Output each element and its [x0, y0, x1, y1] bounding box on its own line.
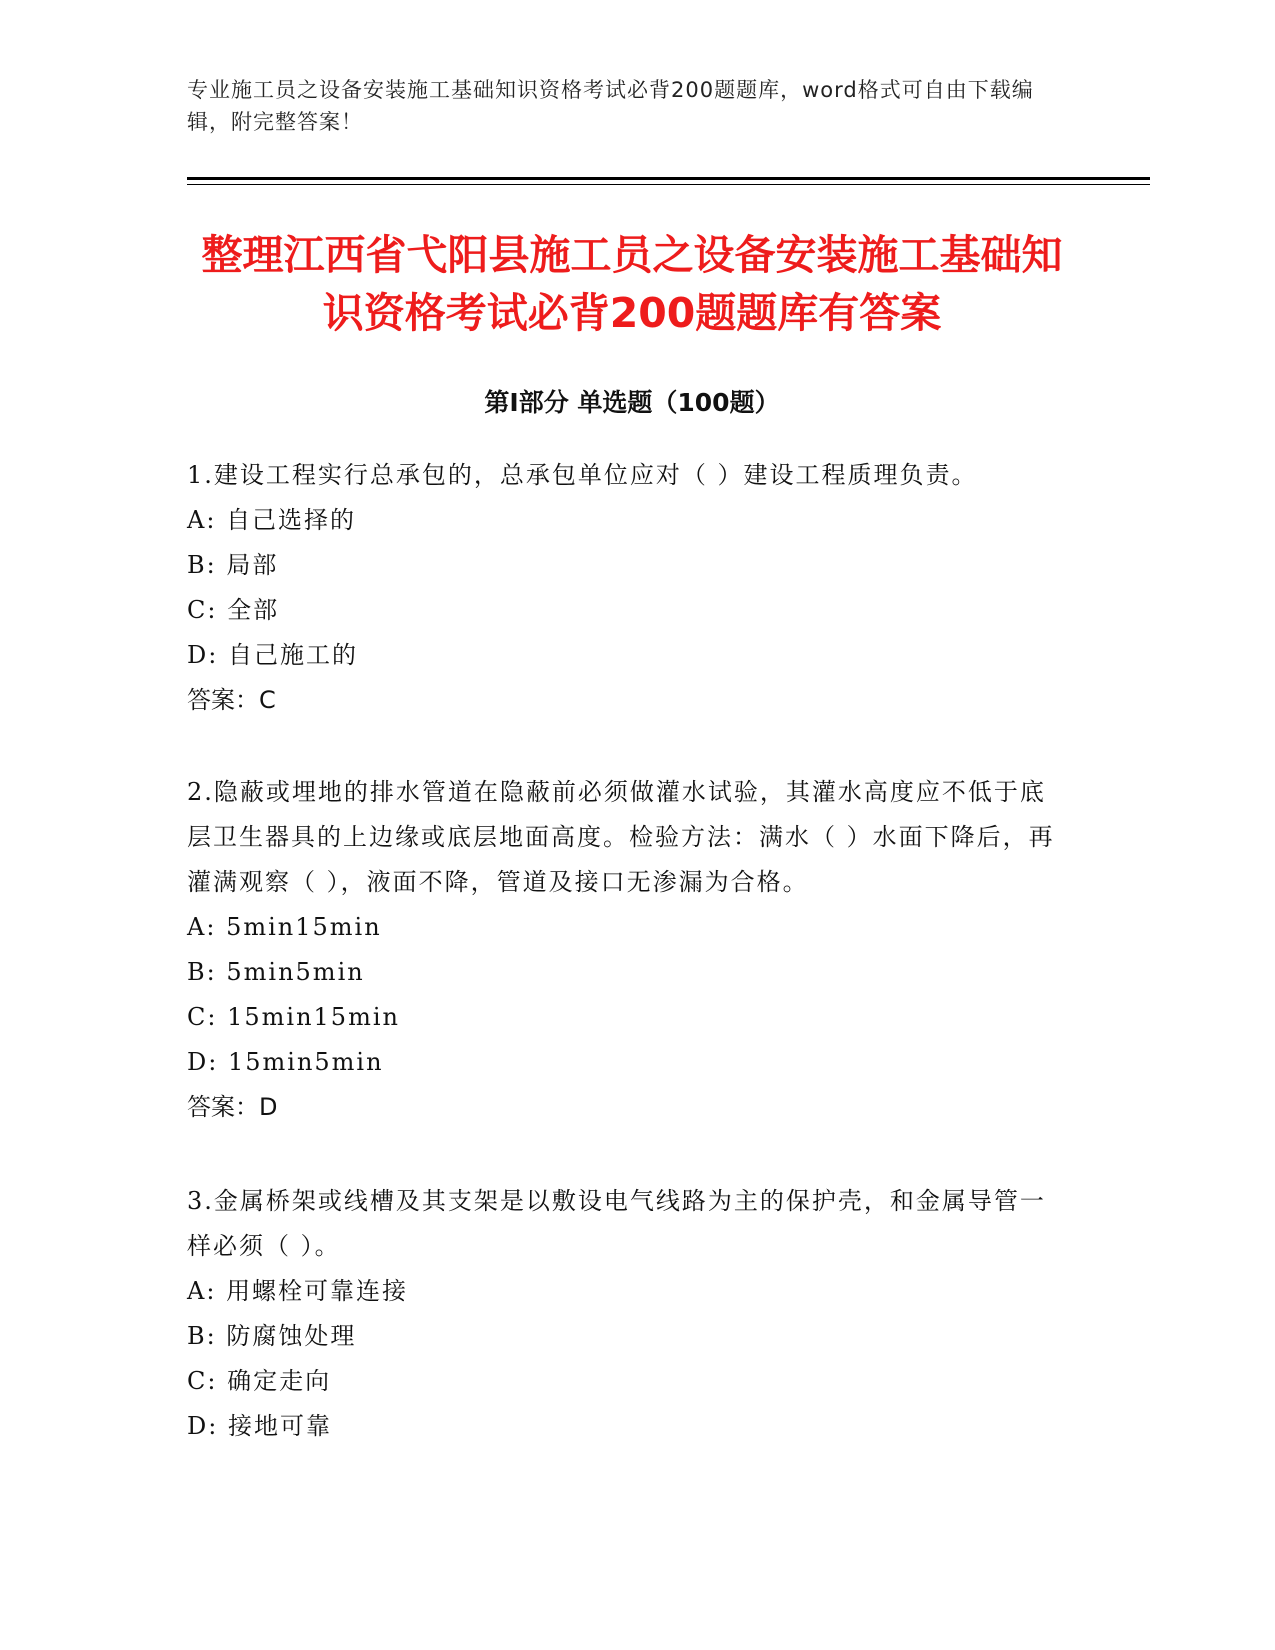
option-b	[187, 950, 1067, 995]
option-text: 5min5min	[226, 958, 365, 986]
option-letter: B:	[187, 958, 217, 986]
option-letter: D:	[187, 1048, 219, 1076]
option-letter: A:	[187, 913, 217, 941]
option-a	[187, 1269, 1067, 1314]
option-letter: B:	[187, 1322, 217, 1350]
question-3	[187, 1179, 1067, 1449]
option-text: 防腐蚀处理	[226, 1322, 357, 1350]
option-text: 15min15min	[227, 1003, 400, 1031]
option-a	[187, 498, 1067, 543]
header-rule-thick	[187, 177, 1150, 180]
header-note: 专业施工员之设备安装施工基础知识资格考试必背200题题库，word格式可自由下载编辑，附完整答案！	[187, 78, 1034, 134]
option-letter: C:	[187, 1367, 218, 1395]
option-letter: C:	[187, 596, 218, 624]
option-letter: C:	[187, 1003, 218, 1031]
option-b	[187, 1314, 1067, 1359]
question-stem: 3.金属桥架或线槽及其支架是以敷设电气线路为主的保护壳，和金属导管一样必须（ ）。	[187, 1187, 1046, 1260]
option-letter: B:	[187, 551, 217, 579]
option-text: 全部	[227, 596, 280, 624]
option-c	[187, 1359, 1067, 1404]
option-b	[187, 543, 1067, 588]
option-letter: A:	[187, 1277, 217, 1305]
option-text: 自己选择的	[226, 506, 357, 534]
document-title: 整理江西省弋阳县施工员之设备安装施工基础知识资格考试必背200题题库有答案	[201, 231, 1063, 337]
option-d	[187, 633, 1067, 678]
option-letter: D:	[187, 1412, 219, 1440]
option-a	[187, 905, 1067, 950]
option-c	[187, 995, 1067, 1040]
option-text: 15min5min	[227, 1048, 384, 1076]
option-d	[187, 1040, 1067, 1085]
answer-line: 答案：D	[187, 1093, 278, 1121]
option-letter: D:	[187, 641, 219, 669]
option-c	[187, 588, 1067, 633]
option-text: 接地可靠	[227, 1412, 332, 1440]
question-stem: 2.隐蔽或埋地的排水管道在隐蔽前必须做灌水试验，其灌水高度应不低于底层卫生器具的上边缘或底层地面高度。检验方法：满水（ ）水面下降后，再灌满观察（ ），液面不降，管道及接口无渗漏为合格。	[187, 778, 1055, 896]
question-stem: 1.建设工程实行总承包的，总承包单位应对（ ）建设工程质理负责。	[187, 461, 978, 489]
answer-line: 答案：C	[187, 686, 276, 714]
option-d	[187, 1404, 1067, 1449]
section-heading: 第Ⅰ部分 单选题（100题）	[484, 388, 780, 417]
option-text: 5min15min	[226, 913, 382, 941]
question-2	[187, 770, 1067, 1130]
option-letter: A:	[187, 506, 217, 534]
header-rule-thin	[187, 184, 1150, 185]
option-text: 确定走向	[227, 1367, 332, 1395]
option-text: 局部	[226, 551, 279, 579]
question-1	[187, 453, 1067, 723]
option-text: 自己施工的	[227, 641, 358, 669]
option-text: 用螺栓可靠连接	[226, 1277, 409, 1305]
